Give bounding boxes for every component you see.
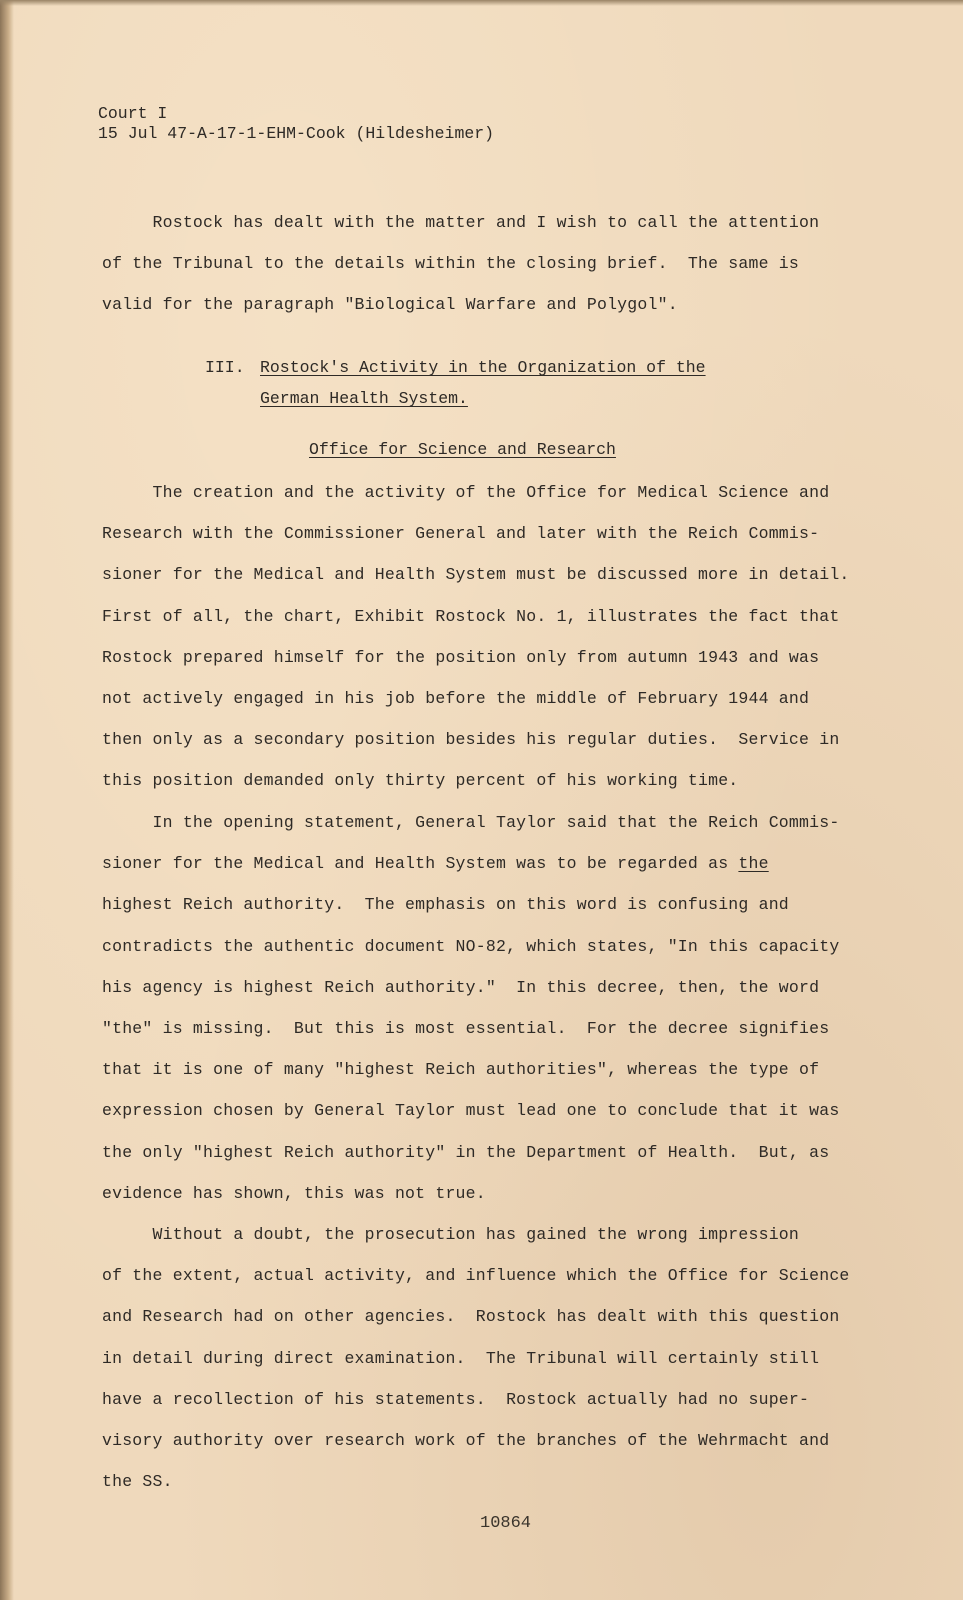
emphasized-word: the (738, 854, 769, 874)
text-line: the SS. (102, 1472, 173, 1492)
text-line (102, 843, 862, 884)
paper-left-edge (0, 0, 14, 1600)
text-line: Without a doubt, the prosecution has gained the wrong impression (102, 1225, 800, 1244)
text-line: Rostock prepared himself for the position only from autumn 1943 and was (102, 647, 820, 667)
text-line: his agency is highest Reich authority." In this decree, then, the word (102, 977, 820, 997)
section-heading (205, 352, 706, 414)
section-title-line2: German Health System. (260, 389, 468, 408)
text-line-prefix: sioner for the Medical and Health System was to be regarded as (102, 854, 739, 874)
paragraph-closing-brief (102, 202, 862, 326)
text-line: of the Tribunal to the details within the closing brief. The same is (102, 254, 800, 274)
text-line: First of all, the chart, Exhibit Rostock No. 1, illustrates the fact that (102, 606, 840, 626)
text-line: evidence has shown, this was not true. (102, 1183, 486, 1203)
section-title-line1: Rostock's Activity in the Organization of the (260, 358, 706, 377)
text-line: Rostock has dealt with the matter and I wish to call the attention (102, 213, 820, 232)
text-line: "the" is missing. But this is most essential. For the decree signifies (102, 1018, 830, 1038)
text-line: this position demanded only thirty percent of his working time. (102, 771, 739, 791)
paragraph-opening-statement (102, 802, 862, 1214)
text-line: that it is one of many "highest Reich authorities", whereas the type of (102, 1060, 820, 1080)
text-line: expression chosen by General Taylor must lead one to conclude that it was (102, 1101, 840, 1121)
text-line: The creation and the activity of the Office for Medical Science and (102, 483, 830, 502)
subheading-office: Office for Science and Research (309, 440, 616, 459)
text-line: highest Reich authority. The emphasis on this word is confusing and (102, 895, 789, 915)
paper-top-edge (0, 0, 963, 6)
transcript-reference: 15 Jul 47-A-17-1-EHM-Cook (Hildesheimer) (98, 124, 495, 143)
text-line: In the opening statement, General Taylor said that the Reich Commis- (102, 813, 840, 832)
text-line: then only as a secondary position besides his regular duties. Service in (102, 730, 840, 750)
page-number: 10864 (480, 1514, 532, 1533)
text-line: Research with the Commissioner General and later with the Reich Commis- (102, 524, 820, 544)
section-number: III. (205, 358, 245, 377)
text-line: valid for the paragraph "Biological Warfare and Polygol". (102, 295, 678, 315)
text-line: sioner for the Medical and Health System must be discussed more in detail. (102, 565, 850, 585)
text-line: and Research had on other agencies. Rostock has dealt with this question (102, 1307, 840, 1327)
text-line: have a recollection of his statements. Rostock actually had no super- (102, 1389, 810, 1409)
text-line: visory authority over research work of the branches of the Wehrmacht and (102, 1430, 830, 1450)
paragraph-prosecution-impression (102, 1214, 862, 1502)
text-line: of the extent, actual activity, and influence which the Office for Science (102, 1266, 850, 1286)
text-line: contradicts the authentic document NO-82, which states, "In this capacity (102, 936, 840, 956)
text-line: in detail during direct examination. The Tribunal will certainly still (102, 1348, 820, 1368)
court-label: Court I (98, 104, 168, 123)
document-header (98, 104, 494, 144)
text-line: not actively engaged in his job before the middle of February 1944 and (102, 688, 810, 708)
text-line: the only "highest Reich authority" in the Department of Health. But, as (102, 1142, 830, 1162)
paragraph-office-creation (102, 472, 862, 802)
